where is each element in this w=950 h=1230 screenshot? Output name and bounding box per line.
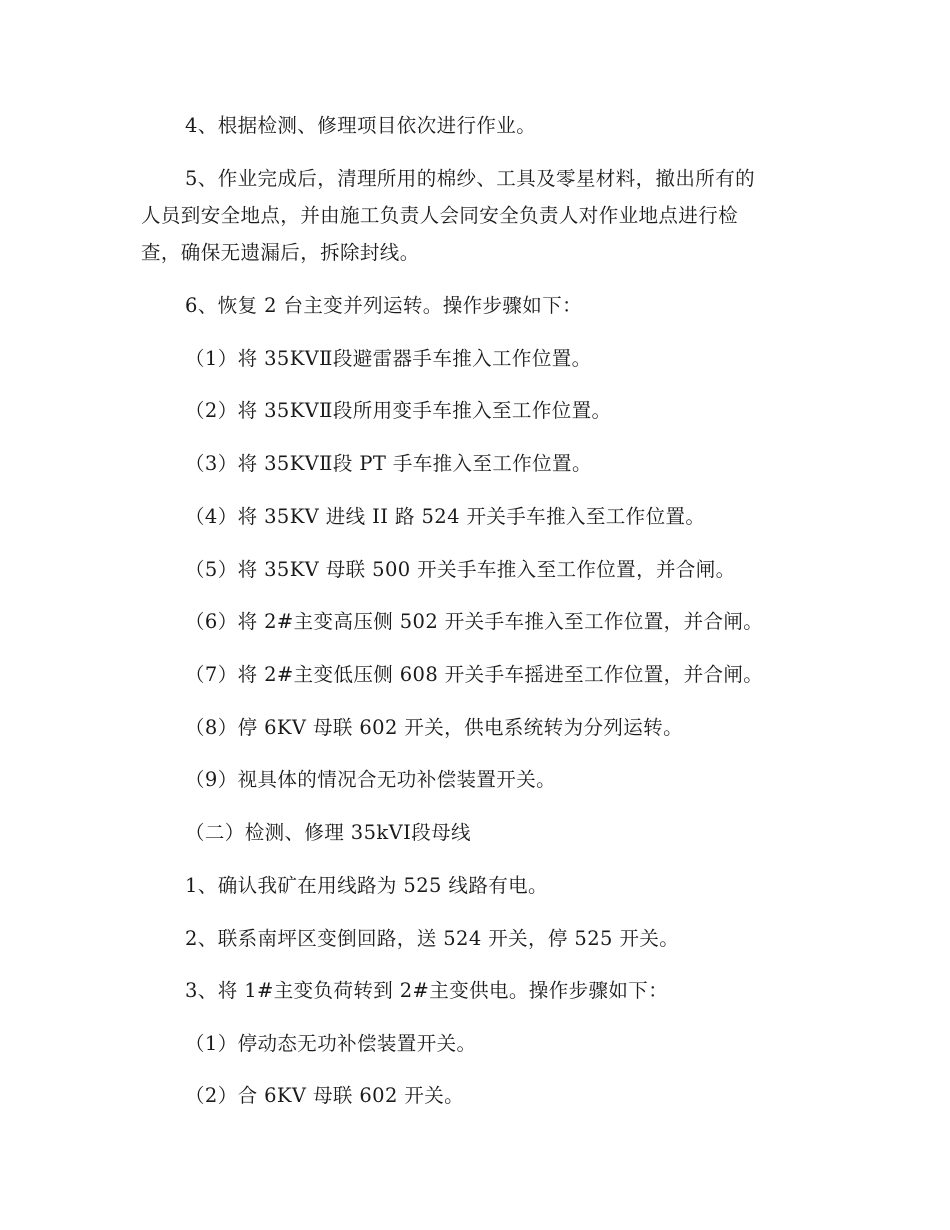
section-2-step-1: 1、确认我矿在用线路为 525 线路有电。 [185,874,548,897]
substep-1: （1）将 35KVⅡ段避雷器手车推入工作位置。 [185,347,592,370]
paragraph-step-5-line-3: 查，确保无遗漏后，拆除封线。 [141,241,420,264]
section-heading-2: （二）检测、修理 35kVⅠ段母线 [185,821,471,844]
section-2-substep-2: （2）合 6KV 母联 602 开关。 [185,1084,465,1107]
substep-6: （6）将 2#主变高压侧 502 开关手车推入至工作位置，并合闸。 [185,610,764,633]
paragraph-step-6: 6、恢复 2 台主变并列运转。操作步骤如下： [185,294,583,317]
substep-5: （5）将 35KV 母联 500 开关手车推入至工作位置，并合闸。 [185,558,736,581]
substep-9: （9）视具体的情况合无功补偿装置开关。 [185,768,557,791]
substep-3: （3）将 35KVⅡ段 PT 手车推入至工作位置。 [185,452,592,475]
section-2-substep-1: （1）停动态无功补偿装置开关。 [185,1032,477,1055]
section-2-step-2: 2、联系南坪区变倒回路，送 524 开关，停 525 开关。 [185,927,680,950]
paragraph-step-4: 4、根据检测、修理项目依次进行作业。 [185,114,537,137]
substep-7: （7）将 2#主变低压侧 608 开关手车摇进至工作位置，并合闸。 [185,663,764,686]
substep-4: （4）将 35KV 进线 II 路 524 开关手车推入至工作位置。 [185,505,706,528]
paragraph-step-5-line-2: 人员到安全地点，并由施工负责人会同安全负责人对作业地点进行检 [141,204,739,227]
substep-8: （8）停 6KV 母联 602 开关，供电系统转为分列运转。 [185,716,683,739]
section-2-step-3: 3、将 1#主变负荷转到 2#主变供电。操作步骤如下： [185,979,669,1002]
paragraph-step-5-line-1: 5、作业完成后，清理所用的棉纱、工具及零星材料，撤出所有的 [185,167,756,190]
substep-2: （2）将 35KVⅡ段所用变手车推入至工作位置。 [185,399,612,422]
